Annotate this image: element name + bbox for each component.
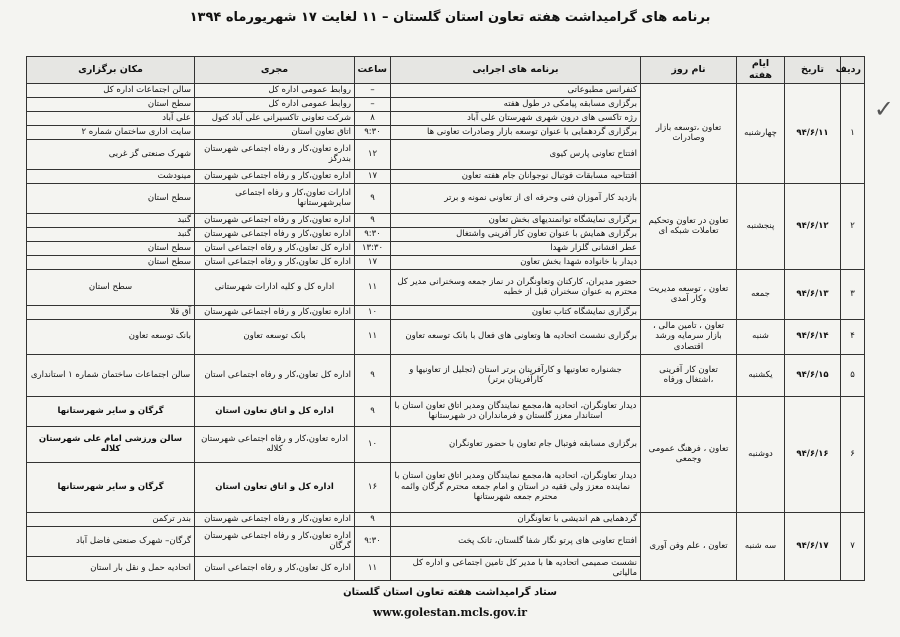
executor-cell: اداره کل تعاون،کار و رفاه اجتماعی استان [195,241,355,255]
place-cell: گرگان و سایر شهرستانها [27,462,195,512]
time-cell: ۱۱ [355,319,391,354]
row-number: ۱ [841,83,865,183]
day-weekday: شنبه [737,319,785,354]
program-cell: برگزاری مسابقه فوتبال جام تعاون با حضور تعاونگران [391,426,641,462]
day-name: تعاون ، فرهنگ عمومی وجمعی [641,396,737,512]
place-cell: آق قلا [27,305,195,319]
header-place: مکان برگزاری [27,57,195,84]
time-cell: ۱۱ [355,556,391,580]
executor-cell: روابط عمومی اداره کل [195,97,355,111]
executor-cell: اداره تعاون،کار و رفاه اجتماعی شهرستان [195,169,355,183]
place-cell: سطح استان [27,183,195,213]
executor-cell: روابط عمومی اداره کل [195,83,355,97]
table-row [27,83,865,97]
time-cell: ۹ [355,354,391,396]
program-cell: برگزاری نشست اتحادیه ها وتعاونی های فعال با بانک توسعه تعاون [391,319,641,354]
table-row [27,319,865,354]
row-number: ۷ [841,512,865,580]
header-row [27,57,865,84]
time-cell: ۱۳:۳۰ [355,241,391,255]
day-date: ۹۴/۶/۱۳ [785,269,841,319]
header-day-name: نام روز [641,57,737,84]
time-cell: ۹:۳۰ [355,125,391,139]
place-cell: سالن اجتماعات ساختمان شماره ۱ استانداری [27,354,195,396]
table-row [27,269,865,305]
program-cell: عطر افشانی گلزار شهدا [391,241,641,255]
place-cell: سطح استان [27,97,195,111]
day-name: تعاون در تعاون وتحکیم تعاملات شبکه ای [641,183,737,269]
program-cell: دیدار تعاونگران، اتحادیه ها،مجمع نمایندگان ومدیر اتاق تعاون استان با استاندار معزز گلستان و فرمانداران در شهرستانها [391,396,641,426]
time-cell: ۱۶ [355,462,391,512]
time-cell: ۸ [355,111,391,125]
executor-cell: بانک توسعه تعاون [195,319,355,354]
place-cell: علی آباد [27,111,195,125]
program-cell: افتتاح تعاونی پارس کیوی [391,139,641,169]
day-date: ۹۴/۶/۱۵ [785,354,841,396]
place-cell: مینودشت [27,169,195,183]
day-name: تعاون ،توسعه بازار وصادرات [641,83,737,183]
executor-cell: اداره تعاون،کار و رفاه اجتماعی شهرستان بندرگز [195,139,355,169]
executor-cell: اداره کل تعاون،کار و رفاه اجتماعی استان [195,556,355,580]
time-cell: ۹ [355,183,391,213]
executor-cell: اداره تعاون،کار و رفاه اجتماعی شهرستان [195,512,355,526]
executor-cell: اداره تعاون،کار و رفاه اجتماعی شهرستان [195,213,355,227]
place-cell: گرگان– شهرک صنعتی فاضل آباد [27,526,195,556]
place-cell: بانک توسعه تعاون [27,319,195,354]
program-cell: افتتاح تعاونی های پرتو نگار شفا گلستان، تانک پخت [391,526,641,556]
header-row-number: ردیف [841,57,865,84]
day-name: تعاون ، تامین مالی ، بازار سرمایه ورشد اقتصادی [641,319,737,354]
place-cell: گنبد [27,213,195,227]
program-cell: برگزاری نمایشگاه توانمندیهای بخش تعاون [391,213,641,227]
place-cell: سطح استان [27,269,195,305]
executor-cell: اداره تعاون،کار و رفاه اجتماعی شهرستان کلاله [195,426,355,462]
place-cell: شهرک صنعتی گز غربی [27,139,195,169]
program-cell: دیدار تعاونگران، اتحادیه ها،مجمع نمایندگان ومدیر اتاق تعاون استان با نماینده معزز ولی فقیه در استان و امام جمعه محترم گرگان وائمه محترم جمعه شهرستانها [391,462,641,512]
day-name: تعاون کار آفرینی ،اشتغال ورفاه [641,354,737,396]
executor-cell: اداره تعاون،کار و رفاه اجتماعی شهرستان [195,227,355,241]
day-date: ۹۴/۶/۱۴ [785,319,841,354]
time-cell: ۱۷ [355,255,391,269]
place-cell: گرگان و سایر شهرستانها [27,396,195,426]
day-weekday: سه شنبه [737,512,785,580]
header-date: تاریخ [785,57,841,84]
row-number: ۵ [841,354,865,396]
row-number: ۲ [841,183,865,269]
header-program: برنامه های اجرایی [391,57,641,84]
time-cell: ۹:۳۰ [355,526,391,556]
table-row [27,183,865,213]
place-cell: سطح استان [27,255,195,269]
program-cell: نشست صمیمی اتحادیه ها با مدیر کل تامین اجتماعی و اداره کل مالیاتی [391,556,641,580]
program-cell: گردهمایی هم اندیشی با تعاونگران [391,512,641,526]
row-number: ۴ [841,319,865,354]
page-title: برنامه های گرامیداشت هفته تعاون استان گلستان – ۱۱ لغایت ۱۷ شهریورماه ۱۳۹۴ [189,10,711,25]
executor-cell: اتاق تعاون استان [195,125,355,139]
executor-cell: اداره کل تعاون،کار و رفاه اجتماعی استان [195,255,355,269]
header-weekday: ایام هفته [737,57,785,84]
day-weekday: دوشنبه [737,396,785,512]
table-row [27,354,865,396]
time-cell: – [355,97,391,111]
table-row [27,512,865,526]
day-name: تعاون ، علم وفن آوری [641,512,737,580]
program-cell: برگزاری گردهمایی با عنوان توسعه بازار وصادرات تعاونی ها [391,125,641,139]
header-time: ساعت [355,57,391,84]
day-weekday: جمعه [737,269,785,319]
program-cell: دیدار با خانواده شهدا بخش تعاون [391,255,641,269]
table-row [27,396,865,426]
time-cell: – [355,83,391,97]
program-cell: برگزاری نمایشگاه کتاب تعاون [391,305,641,319]
place-cell: بندر ترکمن [27,512,195,526]
executor-cell: اداره تعاون،کار و رفاه اجتماعی شهرستان [195,305,355,319]
header-executor: مجری [195,57,355,84]
program-cell: جشنواره تعاونیها و کارآفرینان برتر استان (تجلیل از تعاونیها و کارآفرینان برتر) [391,354,641,396]
day-weekday: چهارشنبه [737,83,785,183]
day-date: ۹۴/۶/۱۶ [785,396,841,512]
place-cell: سایت اداری ساختمان شماره ۲ [27,125,195,139]
place-cell: سالن اجتماعات اداره کل [27,83,195,97]
program-cell: حضور مدیران، کارکنان وتعاونگران در نماز جمعه وسخنرانی مدیر کل محترم به عنوان سخنران قبل از خطبه [391,269,641,305]
time-cell: ۹ [355,512,391,526]
row-number: ۶ [841,396,865,512]
program-cell: بازدید کار آموزان فنی وحرفه ای از تعاونی نمونه و برتر [391,183,641,213]
program-cell: افتتاحیه مسابقات فوتبال نوجوانان جام هفته تعاون [391,169,641,183]
place-cell: سطح استان [27,241,195,255]
executor-cell: اداره کل و اتاق تعاون استان [195,396,355,426]
time-cell: ۱۰ [355,305,391,319]
program-cell: کنفرانس مطبوعاتی [391,83,641,97]
time-cell: ۹ [355,213,391,227]
program-cell: رژه تاکسی های درون شهری شهرستان علی آباد [391,111,641,125]
time-cell: ۹ [355,396,391,426]
time-cell: ۱۱ [355,269,391,305]
footer-organizer: ستاد گرامیداشت هفته تعاون استان گلستان [343,587,557,598]
time-cell: ۹:۳۰ [355,227,391,241]
place-cell: سالن ورزشی امام علی شهرستان کلاله [27,426,195,462]
time-cell: ۱۷ [355,169,391,183]
executor-cell: اداره کل و کلیه ادارات شهرستانی [195,269,355,305]
time-cell: ۱۰ [355,426,391,462]
day-weekday: پنجشنبه [737,183,785,269]
place-cell: گنبد [27,227,195,241]
day-date: ۹۴/۶/۱۲ [785,183,841,269]
executor-cell: اداره تعاون،کار و رفاه اجتماعی شهرستان گرگان [195,526,355,556]
day-name: تعاون ، توسعه مدیریت وکار آمدی [641,269,737,319]
place-cell: اتحادیه حمل و نقل بار استان [27,556,195,580]
program-cell: برگزاری همایش با عنوان تعاون کار آفرینی واشتغال [391,227,641,241]
schedule-table [26,56,865,581]
checkmark-icon: ✓ [873,95,894,123]
executor-cell: اداره کل تعاون،کار و رفاه اجتماعی استان [195,354,355,396]
row-number: ۳ [841,269,865,319]
executor-cell: شرکت تعاونی تاکسیرانی علی آباد کتول [195,111,355,125]
day-date: ۹۴/۶/۱۱ [785,83,841,183]
day-weekday: یکشنبه [737,354,785,396]
executor-cell: اداره کل و اتاق تعاون استان [195,462,355,512]
executor-cell: ادارات تعاون،کار و رفاه اجتماعی سایرشهرستانها [195,183,355,213]
day-date: ۹۴/۶/۱۷ [785,512,841,580]
time-cell: ۱۲ [355,139,391,169]
footer-website-link[interactable]: www.golestan.mcls.gov.ir [372,606,528,619]
program-cell: برگزاری مسابقه پیامکی در طول هفته [391,97,641,111]
